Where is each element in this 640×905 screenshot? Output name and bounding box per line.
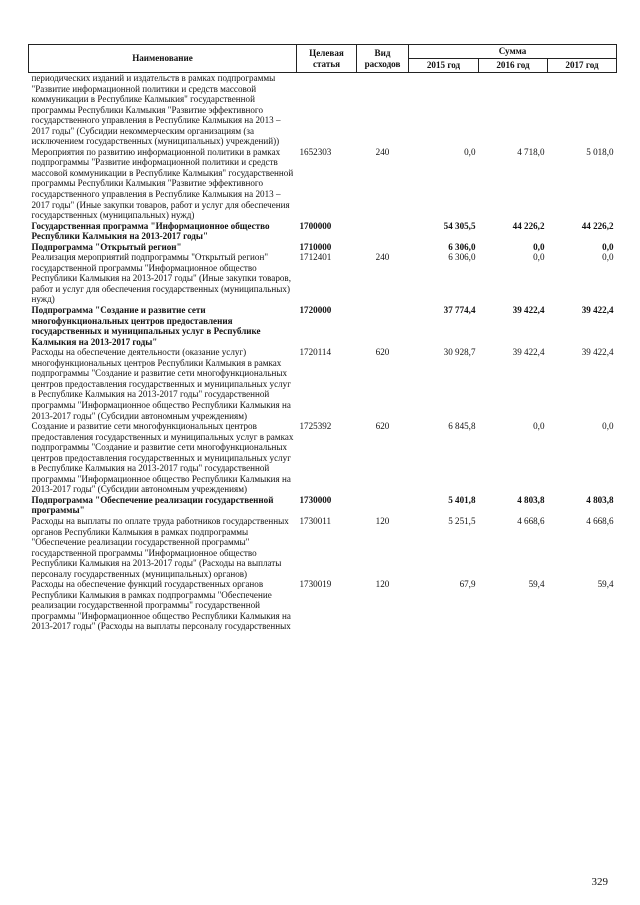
row-sum-2016: 44 226,2 [512,220,545,231]
row-sum-2015 [409,73,479,147]
row-name: Государственная программа "Информационное общество Республики Калмыкия на 2013-2017 годы" [31,220,270,242]
row-target-code: 1725392 [299,421,332,432]
table-row [29,242,617,253]
row-sum-2017: 39 422,4 [581,347,614,358]
header-target: Целевая статья [297,45,357,73]
row-sum-2015: 6 845,8 [448,421,476,432]
row-sum-2017: 39 422,4 [581,305,614,316]
table-header [29,45,617,73]
row-sum-2015: 0,0 [464,146,476,157]
table-body [29,73,617,632]
table-row [29,305,617,347]
row-sum-2015: 6 306,0 [448,241,476,252]
row-sum-2016: 0,0 [533,241,545,252]
row-expense-type: 240 [375,146,390,157]
row-expense-type [357,73,409,147]
row-sum-2017: 0,0 [602,241,614,252]
row-expense-type [357,495,409,516]
page-number: 329 [591,876,608,888]
row-target-code: 1712401 [299,252,332,263]
header-expense-type: Вид расходов [357,45,409,73]
row-sum-2015: 30 928,7 [443,347,476,358]
row-sum-2015: 5 401,8 [448,494,476,505]
row-target-code: 1710000 [299,241,332,252]
row-sum-2017: 0,0 [602,252,614,263]
row-sum-2016: 39 422,4 [512,347,545,358]
row-sum-2016: 59,4 [528,579,545,590]
row-sum-2017: 4 668,6 [586,515,614,526]
row-target-code: 1700000 [299,220,332,231]
row-name: Создание и развитие сети многофункциональных центров предоставления государственных и муниципальных услуг в рамках подпрограммы "Создание и развитие сети многофункциональных центров предоставления государственных и муниципальных услуг в Республике Калмыкия на 2013-2017 годы" государственной программы "Информационное общество Республики Калмыкия на 2013-2017 годы" (Субсидии автономным учреждениям) [31,421,294,495]
document-page [28,44,616,632]
row-name: Расходы на выплаты по оплате труда работников государственных органов Республики Калмыкия в рамках подпрограммы "Обеспечение реализации государственной программы" государственной программы "Информационное общество Республики Калмыкия на 2013-2017 годы" (Расходы на выплаты персоналу государственных (муниципальных) органов) [31,515,289,579]
table-row [29,221,617,242]
header-name: Наименование [29,45,297,73]
row-name: Подпрограмма "Создание и развитие сети многофункциональных центров предоставления государственных и муниципальных услуг в Республике Калмыкия на 2013-2017 годы" [31,305,261,347]
row-sum-2017: 44 226,2 [581,220,614,231]
table-row [29,421,617,495]
header-year-2016: 2016 год [479,59,548,73]
row-sum-2017 [548,73,617,147]
row-sum-2015: 37 774,4 [443,305,476,316]
row-sum-2016: 39 422,4 [512,305,545,316]
row-sum-2015: 6 306,0 [448,252,476,263]
budget-table [28,44,617,632]
row-name: периодических изданий и издательств в рамках подпрограммы "Развитие информационной политики и средств массовой коммуникации в Республике Калмыкия" государственной программы Республики Калмыкия "Развитие эффективного государственного управления в Республике Калмыкия на 2013 – 2017 годы" (Субсидии некоммерческим организациям (за исключением государственных (муниципальных) учреждений)) [31,73,281,147]
row-expense-type: 620 [375,347,390,358]
row-target-code [297,73,357,147]
table-row [29,516,617,579]
row-target-code: 1720114 [299,347,331,358]
row-name: Расходы на обеспечение функций государственных органов Республики Калмыкия в рамках подпрограммы "Обеспечение реализации государственной программы" государственной программы "Информационное общество Республики Калмыкия на 2013-2017 годы" (Расходы на выплаты персоналу государственных [31,579,291,632]
row-name: Реализация мероприятий подпрограммы "Открытый регион" государственной программы "Информационное общество Республики Калмыкия на 2013-2017 годы" (Иные закупки товаров, работ и услуг для обеспечения государственных (муниципальных) нужд) [31,252,292,305]
row-target-code: 1652303 [299,146,332,157]
table-row [29,252,617,305]
row-expense-type [357,242,409,253]
row-expense-type: 240 [375,252,390,263]
row-sum-2017: 59,4 [597,579,614,590]
table-row [29,495,617,516]
header-year-2015: 2015 год [409,59,479,73]
row-name: Подпрограмма "Обеспечение реализации государственной программы" [31,494,274,516]
row-expense-type [357,221,409,242]
row-target-code: 1730000 [299,494,332,505]
row-sum-2015: 5 251,5 [448,515,476,526]
row-sum-2017: 0,0 [602,421,614,432]
row-target-code: 1730011 [299,515,331,526]
row-sum-2016 [479,73,548,147]
table-row [29,347,617,421]
row-sum-2016: 0,0 [533,252,545,263]
row-expense-type: 620 [375,421,390,432]
row-sum-2017: 5 018,0 [586,146,614,157]
header-year-2017: 2017 год [548,59,617,73]
row-expense-type: 120 [375,515,390,526]
header-sum: Сумма [409,45,617,59]
row-sum-2016: 4 803,8 [517,494,545,505]
row-sum-2016: 4 668,6 [517,515,545,526]
table-row [29,579,617,632]
row-sum-2016: 4 718,0 [517,146,545,157]
row-name: Расходы на обеспечение деятельности (оказание услуг) многофункциональных центров Республики Калмыкия в рамках подпрограммы "Создание и развитие сети многофункциональных центров предоставления государственных и муниципальных услуг в Республике Калмыкия на 2013-2017 годы" государственной программы "Информационное общество Республики Калмыкия на 2013-2017 годы" (Субсидии автономным учреждениям) [31,347,291,421]
row-name: Мероприятия по развитию информационной политики в рамках подпрограммы "Развитие информационной политики и средств массовой коммуникации в Республике Калмыкия" государственной программы Республики Калмыкия "Развитие эффективного государственного управления в Республике Калмыкия на 2013 – 2017 годы" (Иные закупки товаров, работ и услуг для обеспечения государственных (муниципальных) нужд) [31,146,294,221]
row-sum-2015: 54 305,5 [443,220,476,231]
row-sum-2015: 67,9 [459,579,476,590]
row-name: Подпрограмма "Открытый регион" [31,241,182,252]
row-sum-2016: 0,0 [533,421,545,432]
table-row [29,73,617,147]
table-row [29,147,617,221]
row-target-code: 1720000 [299,305,332,316]
row-expense-type: 120 [375,579,390,590]
row-expense-type [357,305,409,347]
row-target-code: 1730019 [299,579,332,590]
row-sum-2017: 4 803,8 [586,494,614,505]
